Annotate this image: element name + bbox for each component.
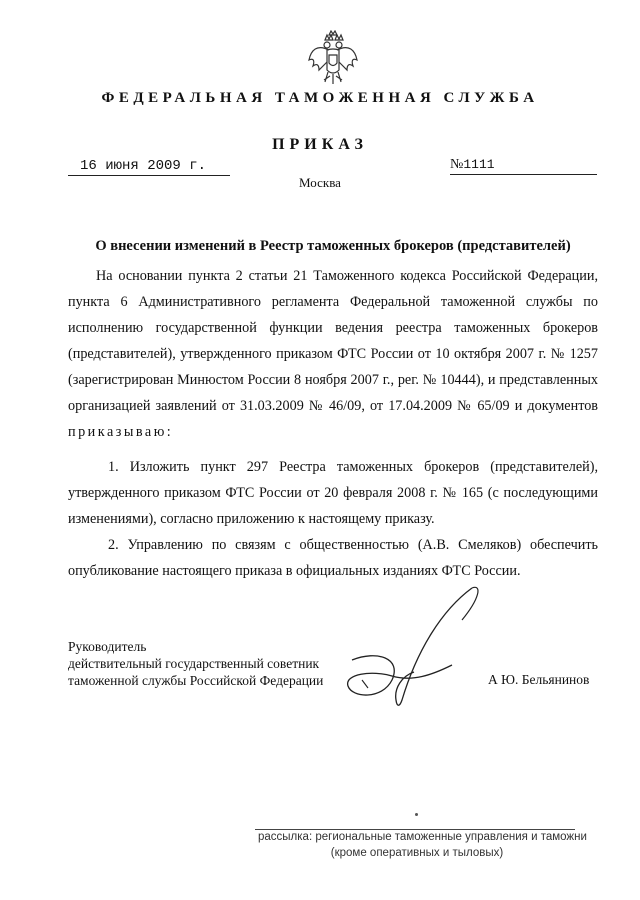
signatory-title <box>68 638 323 689</box>
distribution-list: рассылка: региональные таможенные управления и таможни <box>258 831 587 843</box>
signatory-title-line-1: Руководитель <box>68 639 147 654</box>
paragraph-1-text: На основании пункта 2 статьи 21 Таможенного кодекса Российской Федерации, пункта 6 Административного регламента Федеральной таможенной службы по исполнению государственной функции ведения реестра таможенных брокеров (представителей), утвержденного приказом ФТС России от 10 октября 2007 г. № 1257 (зарегистрирован Минюстом России 8 ноября 2007 г., рег. № 10444), и представленных организацией заявлений от 31.03.2009 № 46/09, от 17.04.2009 № 65/09 и документов <box>68 268 598 414</box>
order-date: 16 июня 2009 г. <box>68 158 230 176</box>
body-paragraph-3: 2. Управлению по связям с общественностью (А.В. Смеляков) обеспечить опубликование настоящего приказа в официальных изданиях ФТС России. <box>68 537 598 579</box>
signatory-title-line-3: таможенной службы Российской Федерации <box>68 673 324 688</box>
signatory-title-line-2: действительный государственный советник <box>68 656 320 671</box>
agency-name: ФЕДЕРАЛЬНАЯ ТАМОЖЕННАЯ СЛУЖБА <box>101 90 539 106</box>
distribution-exclusion: (кроме оперативных и тыловых) <box>330 847 504 859</box>
number-sign: № <box>450 157 464 172</box>
document-subject: О внесении изменений в Реестр таможенных брокеров (представителей) <box>95 238 571 254</box>
city: Москва <box>299 175 341 190</box>
order-keyword: приказываю: <box>68 424 174 440</box>
signatory-name: А Ю. Бельянинов <box>488 672 590 687</box>
document-type: ПРИКАЗ <box>272 136 368 153</box>
body-paragraph-2: 1. Изложить пункт 297 Реестра таможенных брокеров (представителей), утвержденного приказом ФТС России от 20 февраля 2008 г. № 165 (с последующими изменениями), согласно приложению к настоящему приказу. <box>68 459 598 527</box>
order-number <box>450 157 597 175</box>
distribution-divider <box>255 829 575 830</box>
ink-dot <box>415 813 418 816</box>
russian-coat-of-arms-icon <box>303 30 363 90</box>
number-value: 1111 <box>463 157 495 172</box>
handwritten-signature <box>322 580 522 720</box>
body-paragraph-1 <box>68 263 598 445</box>
